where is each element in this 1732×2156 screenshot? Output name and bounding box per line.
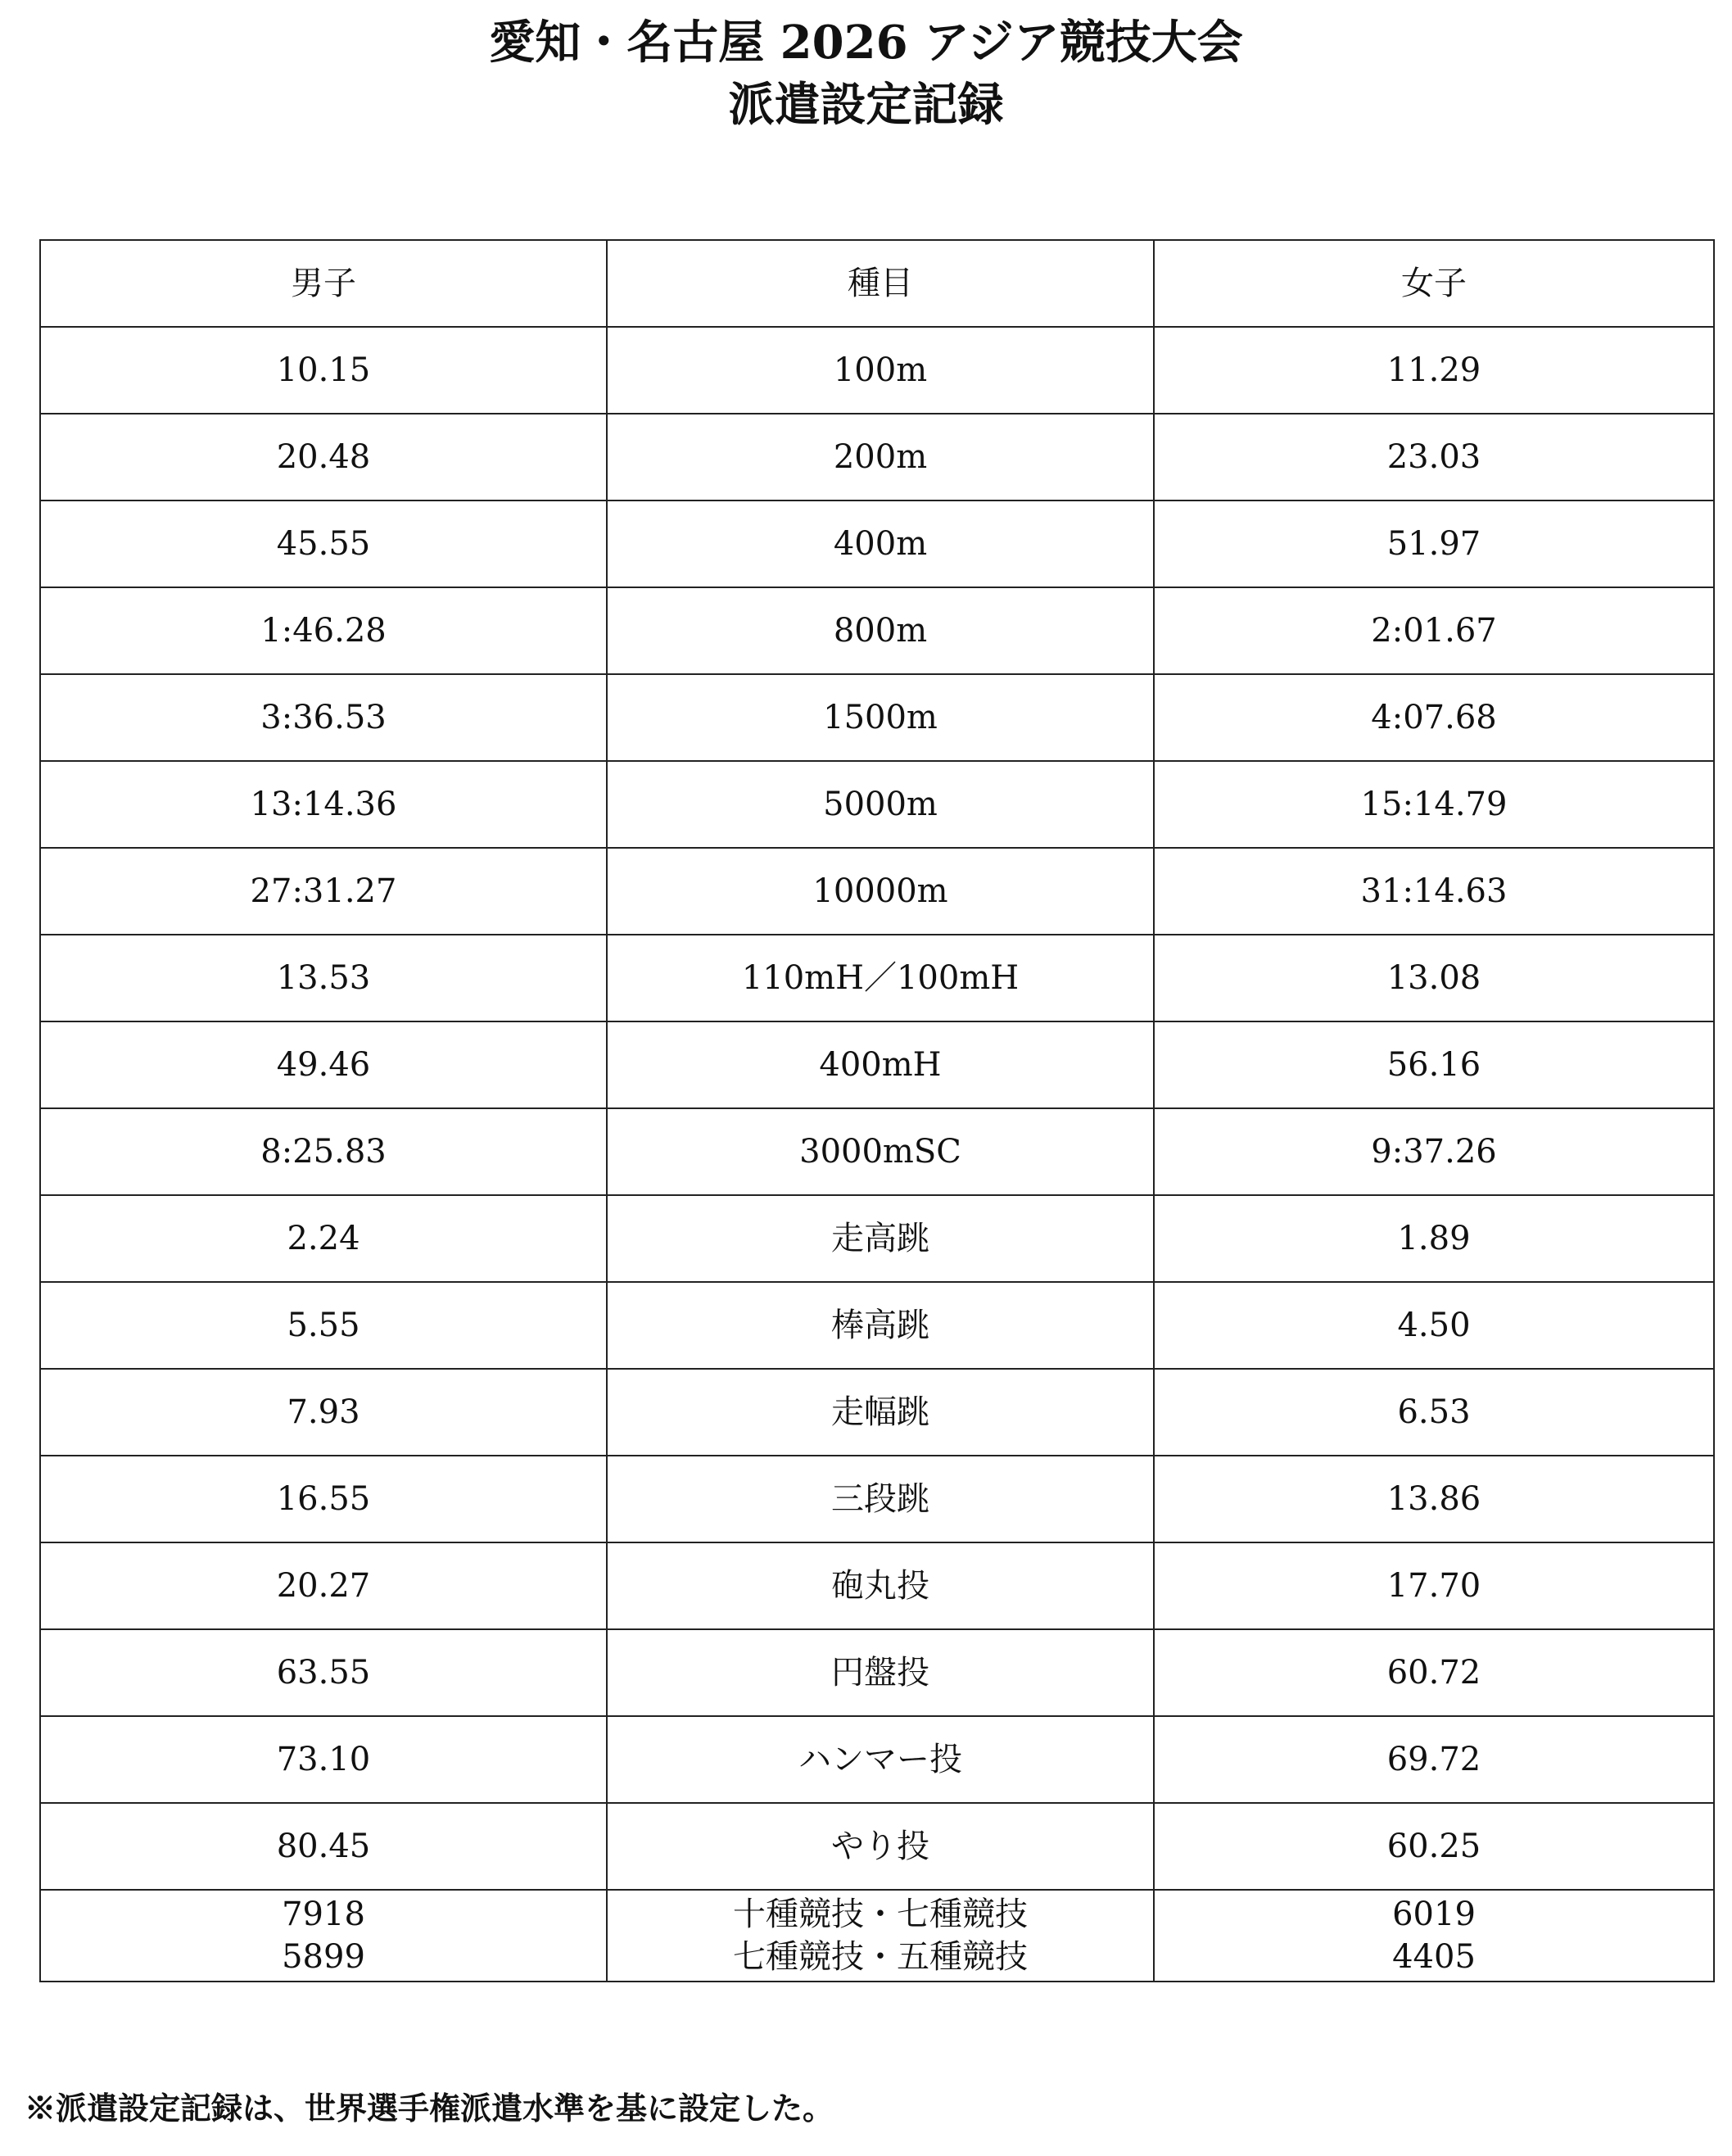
cell-event: 800m [607, 587, 1154, 674]
cell-women-record: 11.29 [1154, 327, 1714, 414]
cell-women-record: 15:14.79 [1154, 761, 1714, 848]
cell-event: 三段跳 [607, 1456, 1154, 1542]
table-row [40, 1803, 1714, 1890]
cell-men-record [40, 1890, 607, 1982]
table-row [40, 1108, 1714, 1195]
cell-event: 400m [607, 500, 1154, 587]
table-row [40, 327, 1714, 414]
cell-women-record: 4.50 [1154, 1282, 1714, 1369]
cell-event: 走幅跳 [607, 1369, 1154, 1456]
cell-women-record: 2:01.67 [1154, 587, 1714, 674]
cell-men-record: 1:46.28 [40, 587, 607, 674]
cell-men-record: 20.48 [40, 414, 607, 500]
cell-men-record: 63.55 [40, 1629, 607, 1716]
table-row [40, 1282, 1714, 1369]
cell-women-record: 31:14.63 [1154, 848, 1714, 935]
standards-table [39, 239, 1715, 1982]
cell-men-record: 80.45 [40, 1803, 607, 1890]
table-header-row [40, 240, 1714, 327]
cell-women-record: 60.25 [1154, 1803, 1714, 1890]
cell-men-record: 73.10 [40, 1716, 607, 1803]
page-title: 愛知・名古屋 2026 アジア競技大会 [489, 16, 1243, 70]
cell-men-record: 49.46 [40, 1021, 607, 1108]
table-row [40, 587, 1714, 674]
cell-men-record: 45.55 [40, 500, 607, 587]
cell-women-record: 13.86 [1154, 1456, 1714, 1542]
cell-men-record-line: 5899 [282, 1938, 365, 1976]
table-row [40, 1629, 1714, 1716]
cell-event: 走高跳 [607, 1195, 1154, 1282]
cell-men-record: 13:14.36 [40, 761, 607, 848]
cell-men-record: 8:25.83 [40, 1108, 607, 1195]
cell-women-record: 1.89 [1154, 1195, 1714, 1282]
cell-women-record: 69.72 [1154, 1716, 1714, 1803]
table-row [40, 935, 1714, 1021]
cell-men-record: 10.15 [40, 327, 607, 414]
cell-event-line: 十種競技・七種競技 [733, 1896, 1028, 1933]
table-body [40, 240, 1714, 1982]
header-women: 女子 [1154, 240, 1714, 327]
cell-women-record-line: 4405 [1392, 1938, 1476, 1976]
cell-women-record: 4:07.68 [1154, 674, 1714, 761]
cell-men-record: 5.55 [40, 1282, 607, 1369]
table-row [40, 1716, 1714, 1803]
cell-men-record: 3:36.53 [40, 674, 607, 761]
cell-event: 5000m [607, 761, 1154, 848]
footnote: ※派遣設定記録は、世界選手権派遣水準を基に設定した。 [25, 2090, 834, 2127]
header-event: 種目 [607, 240, 1154, 327]
cell-event: 棒高跳 [607, 1282, 1154, 1369]
cell-women-record: 60.72 [1154, 1629, 1714, 1716]
cell-women-record: 17.70 [1154, 1542, 1714, 1629]
cell-event: 10000m [607, 848, 1154, 935]
cell-men-record: 2.24 [40, 1195, 607, 1282]
cell-women-record: 23.03 [1154, 414, 1714, 500]
cell-women-record: 13.08 [1154, 935, 1714, 1021]
table-row [40, 1021, 1714, 1108]
cell-event: ハンマー投 [607, 1716, 1154, 1803]
cell-event: 円盤投 [607, 1629, 1154, 1716]
cell-event: やり投 [607, 1803, 1154, 1890]
header-men: 男子 [40, 240, 607, 327]
table-row [40, 500, 1714, 587]
cell-men-record: 20.27 [40, 1542, 607, 1629]
cell-event: 100m [607, 327, 1154, 414]
table-row [40, 848, 1714, 935]
cell-men-record-line: 7918 [282, 1896, 365, 1933]
cell-event-line: 七種競技・五種競技 [733, 1938, 1028, 1976]
cell-women-record-line: 6019 [1392, 1896, 1476, 1933]
page-subtitle: 派遣設定記録 [728, 78, 1004, 132]
table-row-combined-events [40, 1890, 1714, 1982]
cell-event: 3000mSC [607, 1108, 1154, 1195]
cell-men-record: 27:31.27 [40, 848, 607, 935]
cell-men-record: 13.53 [40, 935, 607, 1021]
cell-men-record: 7.93 [40, 1369, 607, 1456]
cell-event: 200m [607, 414, 1154, 500]
table-row [40, 1456, 1714, 1542]
cell-event: 1500m [607, 674, 1154, 761]
cell-women-record: 56.16 [1154, 1021, 1714, 1108]
cell-women-record [1154, 1890, 1714, 1982]
cell-event: 400mH [607, 1021, 1154, 1108]
table-row [40, 761, 1714, 848]
cell-women-record: 51.97 [1154, 500, 1714, 587]
table-row [40, 1542, 1714, 1629]
table-row [40, 414, 1714, 500]
cell-women-record: 9:37.26 [1154, 1108, 1714, 1195]
cell-men-record: 16.55 [40, 1456, 607, 1542]
table-row [40, 1195, 1714, 1282]
cell-women-record: 6.53 [1154, 1369, 1714, 1456]
cell-event: 砲丸投 [607, 1542, 1154, 1629]
table-row [40, 1369, 1714, 1456]
table-row [40, 674, 1714, 761]
cell-event: 110mH／100mH [607, 935, 1154, 1021]
cell-event [607, 1890, 1154, 1982]
